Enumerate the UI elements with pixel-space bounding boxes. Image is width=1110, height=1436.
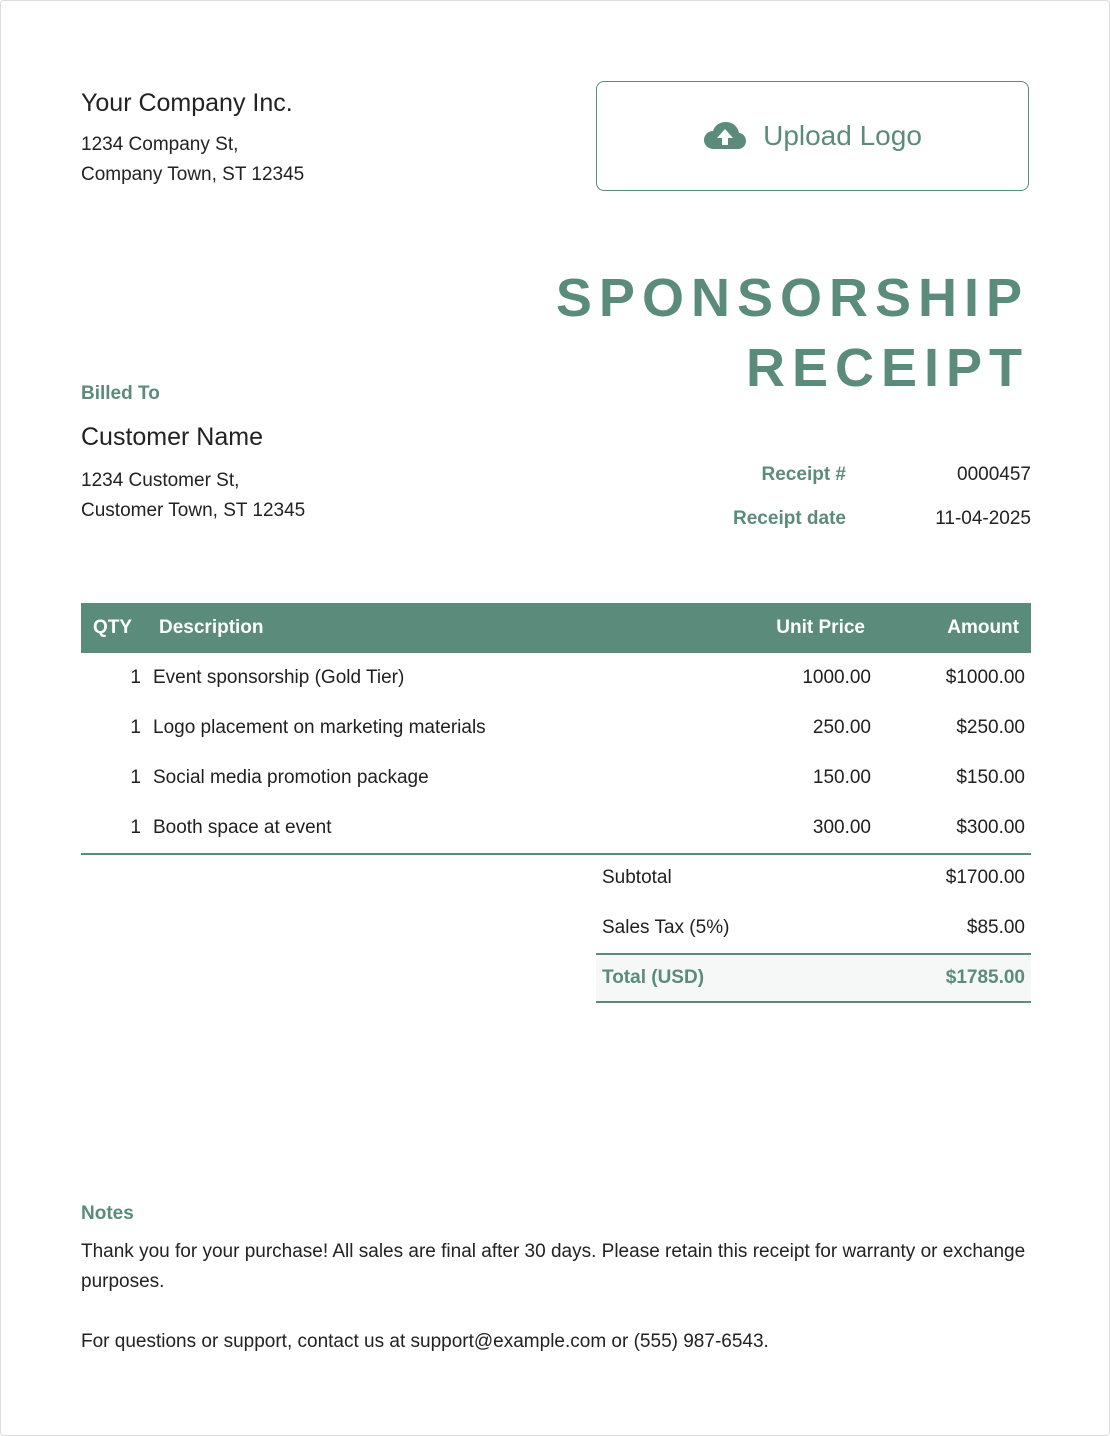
row-unit-price: 1000.00: [802, 667, 871, 688]
receipt-number-value: 0000457: [957, 464, 1031, 485]
tax-label: Sales Tax (5%): [602, 917, 730, 938]
row-unit-price: 150.00: [812, 767, 871, 788]
table-row: [81, 703, 1031, 753]
receipt-number-label: Receipt #: [761, 464, 846, 485]
table-row: [81, 753, 1031, 803]
subtotal-row: [596, 853, 1031, 903]
row-qty: 1: [130, 667, 141, 688]
billed-to-label: Billed To: [81, 383, 160, 404]
upload-logo-button[interactable]: [596, 81, 1029, 191]
cloud-upload-icon: [703, 121, 747, 151]
notes-label: Notes: [81, 1203, 134, 1224]
row-qty: 1: [81, 803, 147, 854]
total-label: Total (USD): [602, 967, 705, 988]
customer-address-line2: Customer Town, ST 12345: [81, 500, 306, 521]
table-row: [81, 803, 1031, 854]
tax-value: $85.00: [966, 917, 1025, 938]
receipt-meta: [601, 453, 1031, 541]
notes-text: Thank you for your purchase! All sales are final after 30 days. Please retain this receipt for warranty or exchange purposes.: [81, 1241, 1026, 1292]
header-description: Description: [147, 603, 683, 653]
row-description: Logo placement on marketing materials: [153, 717, 486, 738]
row-qty: 1: [130, 767, 141, 788]
title-line1: SPONSORSHIP: [555, 268, 1029, 328]
totals-section: [596, 853, 1031, 1003]
document-title: [556, 263, 1029, 403]
customer-address-line1: 1234 Customer St,: [81, 470, 240, 491]
line-items-table: [81, 603, 1031, 855]
company-address-line1: 1234 Company St,: [81, 134, 239, 155]
tax-row: [596, 903, 1031, 953]
billed-to-section: [81, 383, 305, 526]
total-row: [596, 953, 1031, 1003]
row-description: Event sponsorship (Gold Tier): [153, 667, 405, 688]
total-value: $1785.00: [945, 967, 1025, 988]
table-header-row: [81, 603, 1031, 653]
upload-logo-label: Upload Logo: [763, 120, 922, 151]
row-unit-price: 300.00: [683, 803, 877, 854]
row-description: Social media promotion package: [153, 767, 429, 788]
row-unit-price: 250.00: [812, 717, 871, 738]
header-amount: Amount: [877, 603, 1031, 653]
row-amount: $300.00: [877, 803, 1031, 854]
table-row: [81, 653, 1031, 703]
notes-contact: For questions or support, contact us at support@example.com or (555) 987-6543.: [81, 1331, 769, 1352]
company-name: Your Company Inc.: [81, 89, 293, 117]
subtotal-value: $1700.00: [945, 867, 1025, 888]
row-qty: 1: [130, 717, 141, 738]
company-info: [81, 89, 304, 190]
company-address-line2: Company Town, ST 12345: [81, 164, 305, 185]
row-amount: $250.00: [956, 717, 1025, 738]
customer-name: Customer Name: [81, 423, 263, 451]
header-qty: QTY: [81, 603, 147, 653]
subtotal-label: Subtotal: [602, 867, 672, 888]
receipt-date-label: Receipt date: [733, 508, 846, 529]
header-unit-price: Unit Price: [683, 603, 877, 653]
row-amount: $1000.00: [945, 667, 1025, 688]
row-description: Booth space at event: [147, 803, 683, 854]
title-line2: RECEIPT: [745, 338, 1029, 398]
receipt-date-row: [601, 497, 1031, 541]
row-amount: $150.00: [956, 767, 1025, 788]
receipt-date-value: 11-04-2025: [935, 508, 1031, 529]
notes-section: [81, 1203, 1031, 1357]
receipt-number-row: [601, 453, 1031, 497]
